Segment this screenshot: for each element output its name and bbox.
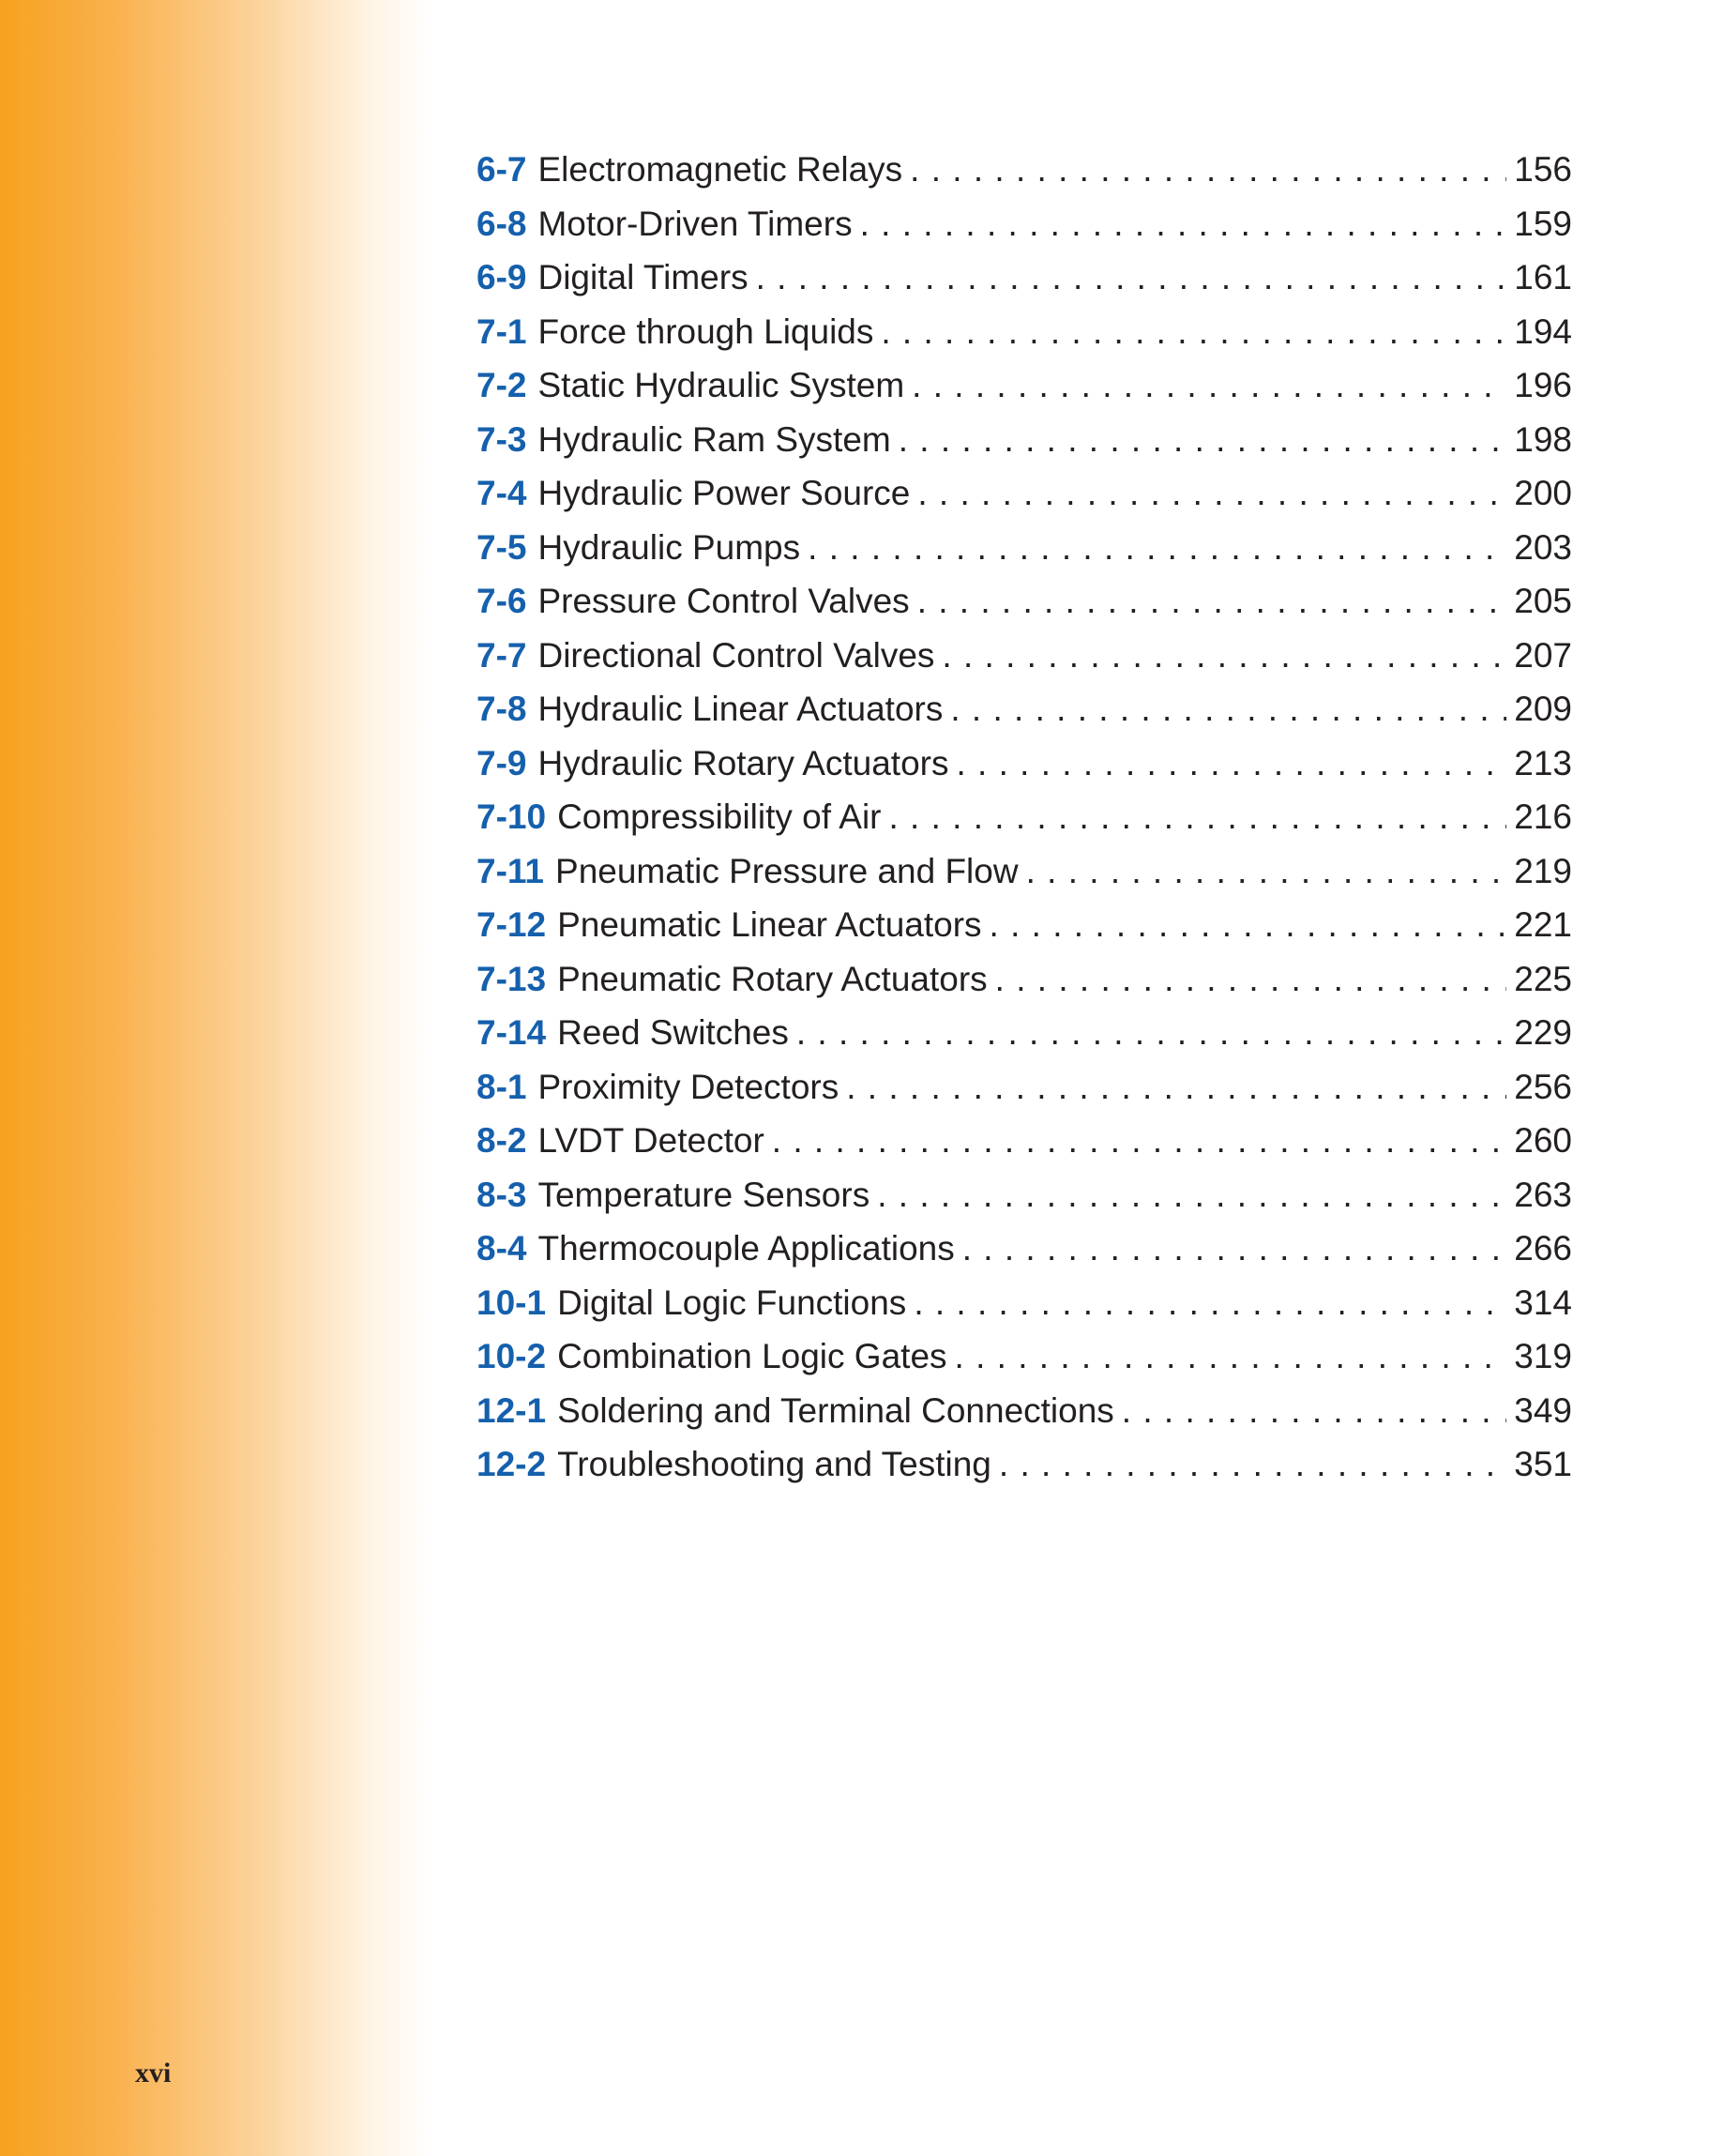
toc-dot-leader <box>942 636 1506 676</box>
toc-entry-title: Digital Logic Functions <box>557 1283 907 1322</box>
toc-entry-page: 216 <box>1514 797 1572 836</box>
toc-entry-title: Hydraulic Power Source <box>537 474 911 512</box>
toc-entry <box>476 1068 1572 1122</box>
toc-entry-page: 159 <box>1514 204 1572 243</box>
toc-entry-page: 260 <box>1514 1121 1572 1160</box>
toc-dot-leader <box>846 1068 1506 1107</box>
toc-entry <box>476 420 1572 475</box>
toc-entry-number: 7-3 <box>476 419 527 459</box>
toc-entry-title: Hydraulic Rotary Actuators <box>537 743 949 782</box>
toc-entry <box>476 366 1572 420</box>
toc-entry-title: Hydraulic Linear Actuators <box>537 690 944 728</box>
toc-entry <box>476 1013 1572 1068</box>
toc-entry-number: 6-9 <box>476 258 527 296</box>
toc-entry-number: 6-8 <box>476 204 527 243</box>
toc-entry <box>476 1283 1572 1338</box>
toc-dot-leader <box>917 582 1507 621</box>
toc-entry <box>476 1176 1572 1230</box>
toc-entry-page: 263 <box>1514 1175 1572 1214</box>
toc-entry-number: 10-2 <box>476 1337 547 1375</box>
toc-entry-page: 229 <box>1514 1013 1572 1052</box>
toc-entry <box>476 797 1572 852</box>
toc-dot-leader <box>756 258 1507 297</box>
toc-entry-title: Pressure Control Valves <box>537 582 910 620</box>
toc-entry <box>476 1337 1572 1391</box>
toc-entry-number: 7-1 <box>476 311 527 351</box>
toc-entry-title: Soldering and Terminal Connections <box>557 1390 1114 1430</box>
toc-entry-title: Pneumatic Pressure and Flow <box>555 851 1019 890</box>
toc-entry-title: Pneumatic Linear Actuators <box>557 905 982 944</box>
toc-entry-page: 225 <box>1514 959 1572 998</box>
toc-entry-title: Thermocouple Applications <box>537 1229 955 1268</box>
toc-entry <box>476 312 1572 367</box>
toc-dot-leader <box>796 1013 1506 1053</box>
toc-entry-title: Combination Logic Gates <box>557 1337 947 1375</box>
toc-entry <box>476 1445 1572 1499</box>
toc-entry <box>476 150 1572 205</box>
toc-entry-title: Motor-Driven Timers <box>537 204 853 243</box>
toc-entry-title: Hydraulic Ram System <box>537 419 891 459</box>
toc-entry-number: 8-1 <box>476 1067 527 1106</box>
toc-entry-title: Temperature Sensors <box>537 1175 870 1214</box>
toc-entry-page: 266 <box>1514 1229 1572 1268</box>
toc-entry <box>476 474 1572 528</box>
toc-entry-number: 7-10 <box>476 797 547 836</box>
toc-entry-page: 200 <box>1514 474 1572 512</box>
toc-entry-number: 7-9 <box>476 743 527 782</box>
toc-entry-page: 213 <box>1514 743 1572 782</box>
toc-dot-leader <box>910 150 1506 190</box>
toc-dot-leader <box>877 1176 1506 1215</box>
toc-entry-page: 256 <box>1514 1067 1572 1106</box>
toc-entry-number: 7-2 <box>476 366 527 404</box>
toc-dot-leader <box>889 797 1507 837</box>
toc-dot-leader <box>999 1445 1506 1484</box>
toc-entry-page: 198 <box>1514 419 1572 459</box>
toc-dot-leader <box>914 1283 1506 1323</box>
toc-entry-title: Directional Control Valves <box>537 635 935 675</box>
toc-dot-leader <box>995 960 1507 999</box>
toc-entry <box>476 636 1572 691</box>
toc-entry-title: Pneumatic Rotary Actuators <box>557 959 988 998</box>
toc-dot-leader <box>962 1229 1507 1268</box>
toc-list <box>476 150 1572 1499</box>
page-number: xvi <box>135 2057 172 2088</box>
toc-entry-page: 203 <box>1514 527 1572 567</box>
toc-entry <box>476 582 1572 636</box>
toc-entry <box>476 1229 1572 1283</box>
toc-entry-title: Proximity Detectors <box>537 1067 839 1106</box>
toc-dot-leader <box>860 205 1507 244</box>
sidebar-band <box>0 0 431 2156</box>
toc-entry-page: 194 <box>1514 311 1572 351</box>
toc-entry-number: 7-13 <box>476 959 547 998</box>
toc-entry-title: Hydraulic Pumps <box>537 527 801 567</box>
toc-entry-page: 161 <box>1514 258 1572 296</box>
toc-entry-number: 7-6 <box>476 582 527 620</box>
toc-entry <box>476 258 1572 312</box>
toc-dot-leader <box>955 1337 1507 1376</box>
toc-entry-number: 8-3 <box>476 1175 527 1214</box>
toc-dot-leader <box>957 744 1507 783</box>
toc-entry-number: 6-7 <box>476 150 527 189</box>
toc-entry-page: 319 <box>1514 1337 1572 1375</box>
toc-entry-page: 196 <box>1514 366 1572 404</box>
toc-entry-number: 7-12 <box>476 905 547 944</box>
toc-entry-number: 7-8 <box>476 690 527 728</box>
toc-entry-title: Reed Switches <box>557 1013 789 1052</box>
toc-entry-page: 207 <box>1514 635 1572 675</box>
toc-entry <box>476 960 1572 1014</box>
toc-dot-leader <box>808 528 1506 568</box>
toc-dot-leader <box>917 474 1506 513</box>
toc-entry-title: LVDT Detector <box>537 1121 764 1160</box>
toc-entry-number: 7-4 <box>476 474 527 512</box>
toc-entry-number: 8-2 <box>476 1121 527 1160</box>
toc-entry-page: 314 <box>1514 1283 1572 1322</box>
toc-entry-title: Compressibility of Air <box>557 797 882 836</box>
toc-entry <box>476 905 1572 960</box>
toc-entry-number: 12-2 <box>476 1445 547 1483</box>
toc-entry-title: Troubleshooting and Testing <box>557 1445 991 1483</box>
toc-dot-leader <box>1122 1391 1506 1431</box>
toc-entry-title: Static Hydraulic System <box>537 366 905 404</box>
toc-dot-leader <box>990 905 1507 945</box>
toc-entry-page: 156 <box>1514 150 1572 189</box>
toc-entry-page: 221 <box>1514 905 1572 944</box>
toc-entry <box>476 690 1572 744</box>
toc-entry-title: Digital Timers <box>537 258 749 296</box>
toc-dot-leader <box>881 312 1506 352</box>
toc-entry <box>476 1391 1572 1446</box>
toc-entry-page: 209 <box>1514 690 1572 728</box>
toc-entry-number: 10-1 <box>476 1283 547 1322</box>
toc-entry-title: Electromagnetic Relays <box>537 150 903 189</box>
toc-entry-page: 349 <box>1514 1390 1572 1430</box>
toc-entry <box>476 744 1572 798</box>
toc-entry-title: Force through Liquids <box>537 311 874 351</box>
toc-dot-leader <box>912 366 1506 405</box>
toc-entry <box>476 205 1572 259</box>
toc-entry <box>476 852 1572 906</box>
toc-entry <box>476 1121 1572 1176</box>
toc-entry-number: 12-1 <box>476 1390 547 1430</box>
toc-entry-page: 219 <box>1514 851 1572 890</box>
toc-entry-number: 7-11 <box>476 851 545 890</box>
toc-entry-number: 7-7 <box>476 635 527 675</box>
toc-entry-page: 351 <box>1514 1445 1572 1483</box>
toc-dot-leader <box>1026 852 1507 891</box>
toc-entry-page: 205 <box>1514 582 1572 620</box>
toc-dot-leader <box>950 690 1506 729</box>
toc-entry <box>476 528 1572 583</box>
toc-dot-leader <box>772 1121 1507 1161</box>
toc-entry-number: 8-4 <box>476 1229 527 1268</box>
toc-entry-number: 7-14 <box>476 1013 547 1052</box>
toc-entry-number: 7-5 <box>476 527 527 567</box>
toc-dot-leader <box>899 420 1507 460</box>
